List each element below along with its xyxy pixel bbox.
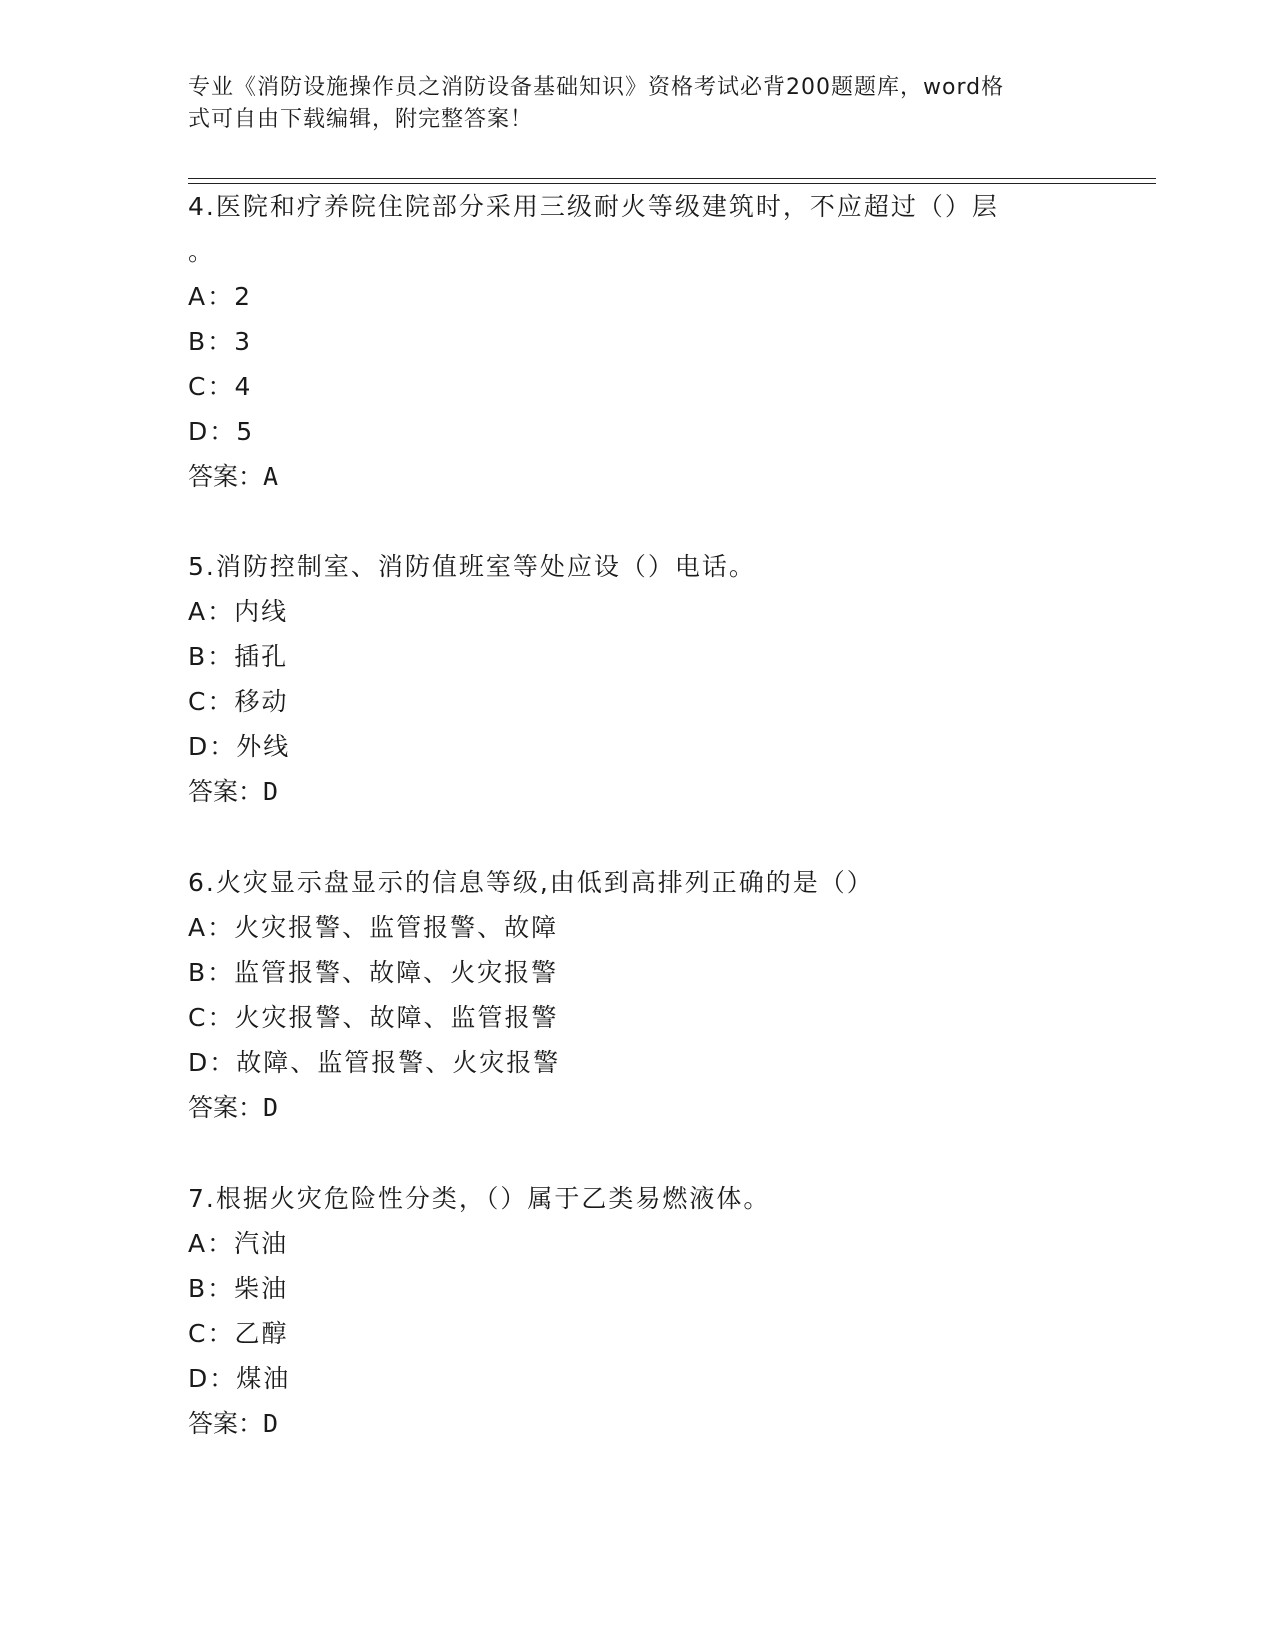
- question-title: 6.火灾显示盘显示的信息等级,由低到高排列正确的是（）: [188, 868, 874, 897]
- option-a: A：2: [188, 282, 253, 311]
- question-title-continuation: 。: [188, 237, 214, 266]
- option-b: B：柴油: [188, 1274, 289, 1303]
- question-block: [188, 192, 1088, 492]
- option-a: A：内线: [188, 597, 289, 626]
- header-line-2: 式可自由下载编辑，附完整答案！: [188, 107, 534, 132]
- option-d: D：煤油: [188, 1364, 291, 1393]
- option-a: A：火灾报警、监管报警、故障: [188, 913, 559, 942]
- answer-label: 答案：A: [188, 462, 279, 491]
- question-block: [188, 552, 1088, 807]
- header-divider-bottom: [188, 183, 1156, 184]
- option-b: B：插孔: [188, 642, 289, 671]
- option-a: A：汽油: [188, 1229, 289, 1258]
- option-d: D：5: [188, 417, 255, 446]
- option-c: C：乙醇: [188, 1319, 289, 1348]
- question-title: 4.医院和疗养院住院部分采用三级耐火等级建筑时，不应超过（）层: [188, 192, 999, 221]
- answer-label: 答案：D: [188, 1093, 279, 1122]
- question-block: [188, 868, 1088, 1123]
- question-title: 5.消防控制室、消防值班室等处应设（）电话。: [188, 552, 756, 581]
- header-line-1: 专业《消防设施操作员之消防设备基础知识》资格考试必背200题题库，word格: [188, 75, 1005, 100]
- option-c: C：火灾报警、故障、监管报警: [188, 1003, 559, 1032]
- option-d: D：外线: [188, 732, 291, 761]
- option-c: C：4: [188, 372, 253, 401]
- document-header: [188, 72, 1068, 136]
- option-b: B：监管报警、故障、火灾报警: [188, 958, 559, 987]
- option-b: B：3: [188, 327, 253, 356]
- question-block: [188, 1184, 1088, 1439]
- answer-label: 答案：D: [188, 1409, 279, 1438]
- option-c: C：移动: [188, 687, 289, 716]
- option-d: D：故障、监管报警、火灾报警: [188, 1048, 561, 1077]
- answer-label: 答案：D: [188, 777, 279, 806]
- header-divider-top: [188, 178, 1156, 179]
- question-title: 7.根据火灾危险性分类，（）属于乙类易燃液体。: [188, 1184, 771, 1213]
